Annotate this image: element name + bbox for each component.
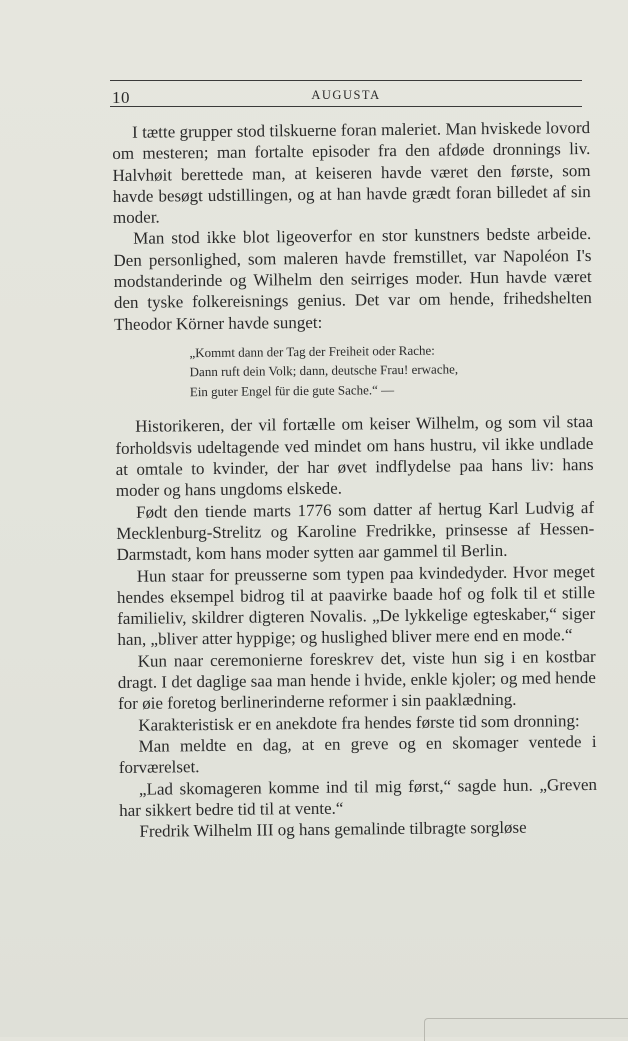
paragraph: Hun staar for preusserne som typen paa kvindedyder. Hvor meget hendes eksempel bidrog til at paavirke baade hof og folk til et stille familieliv, skildrer digteren Novalis. „De lykkelige egteskaber,“ siger han, „bliver atter hyppige; og huslighed bliver mere end en mode.“	[116, 561, 596, 650]
quote-line: Dann ruft dein Volk; dann, deutsche Frau! erwache,	[189, 361, 459, 380]
quote-line: Ein guter Engel für die gute Sache.“ —	[189, 382, 395, 400]
header-bottom-rule	[110, 106, 582, 107]
running-title: AUGUSTA	[311, 88, 381, 102]
body-text	[112, 117, 598, 842]
paragraph: Man stod ikke blot ligeoverfor en stor kunstners bedste arbeide. Den personlighed, som maleren havde fremstillet, var Napoléon I's modstanderinde og Wilhelm den seirriges moder. Hun havde været den tyske folkereisnings genius. Det var om hende, frihedshelten Theodor Körner havde sunget:	[113, 224, 592, 334]
paragraph: „Lad skomageren komme ind til mig først,“ sagde hun. „Greven har sikkert bedre tid til at vente.“	[119, 774, 598, 820]
paragraph: Karakteristisk er en anekdote fra hendes første tid som dronning:	[138, 710, 580, 735]
paragraph: I tætte grupper stod tilskuerne foran maleriet. Man hviskede lovord om mesteren; man fortalte episoder fra den afdøde dronnings liv. Halvhøit berettede man, at keiseren havde været den første, som havde besøgt udstillingen, og at han havde grædt foran billedet af sin moder.	[112, 117, 591, 228]
verse-quote	[189, 339, 593, 402]
paragraph: Historikeren, der vil fortælle om keiser Wilhelm, og som vil staa forholdsvis udeltagende ved mindet om hans hustru, vil ikke undlade at omtale to kvinder, der har øvet indflydelse paa hans liv: hans moder og hans ungdoms elskede.	[115, 412, 594, 501]
paragraph: Født den tiende marts 1776 som datter af hertug Karl Ludvig af Mecklenburg-Strelitz og Karoline Fredrikke, prinsesse af Hessen-Darmstadt, kom hans moder sytten aar gammel til Berlin.	[116, 497, 595, 565]
paragraph: Kun naar ceremonierne foreskrev det, viste hun sig i en kostbar dragt. I det daglige saa man hende i hvide, enkle kjoler; og med hende for øie foretog berlinerinderne reformer i sin paaklædning.	[117, 646, 596, 714]
paragraph: Man meldte en dag, at en greve og en skomager ventede i forværelset.	[118, 731, 597, 778]
scan-edge-mark	[424, 1018, 628, 1041]
header-top-rule	[110, 80, 582, 81]
quote-line: „Kommt dann der Tag der Freiheit oder Rache:	[189, 342, 435, 361]
page-number: 10	[112, 88, 130, 107]
paragraph-continues: Fredrik Wilhelm III og hans gemalinde tilbragte sorgløse	[139, 817, 527, 841]
